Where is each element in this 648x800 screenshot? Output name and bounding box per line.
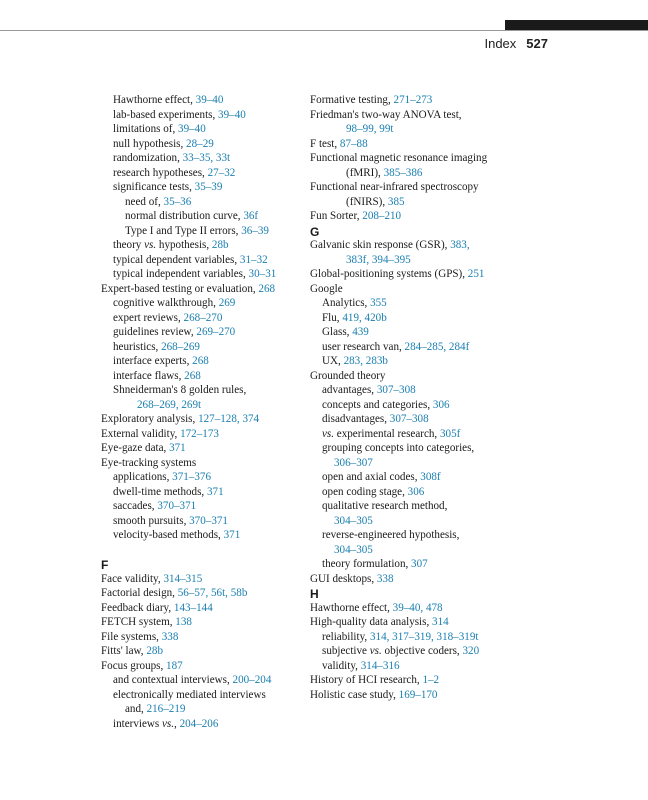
index-entry bbox=[310, 93, 540, 108]
index-entry bbox=[310, 499, 540, 514]
index-entry bbox=[101, 282, 301, 297]
page-reference-link[interactable]: 304–305 bbox=[334, 514, 373, 527]
entry-term: concepts and categories, bbox=[322, 398, 433, 411]
page-reference-link[interactable]: 172–173 bbox=[180, 427, 219, 440]
page-reference-link[interactable]: 308f bbox=[420, 471, 441, 483]
entry-term: typical independent variables, bbox=[113, 268, 249, 280]
index-entry bbox=[101, 456, 301, 471]
page-reference-link[interactable]: 268–269, 269t bbox=[137, 398, 202, 411]
entry-term: subjective vs. objective coders, bbox=[322, 645, 463, 657]
index-entry bbox=[310, 659, 540, 674]
entry-term: Glass, bbox=[322, 326, 353, 338]
running-header bbox=[484, 36, 548, 51]
index-entry bbox=[310, 267, 540, 282]
index-entry bbox=[101, 412, 301, 427]
entry-term: Fitts' law, bbox=[101, 645, 147, 657]
entry-term: significance tests, bbox=[113, 181, 195, 193]
page-reference-link[interactable]: 383, bbox=[450, 239, 470, 251]
page-reference-link[interactable]: 30–31 bbox=[248, 268, 277, 280]
entry-term: Eye-gaze data, bbox=[101, 442, 170, 454]
page-reference-link[interactable]: 314 bbox=[432, 616, 449, 628]
index-entry bbox=[101, 267, 301, 282]
page-reference-link[interactable]: 28b bbox=[211, 239, 229, 251]
spacer bbox=[101, 543, 301, 558]
index-entry bbox=[310, 122, 540, 137]
index-entry bbox=[101, 485, 301, 500]
entry-term: cognitive walkthrough, bbox=[113, 297, 219, 309]
index-entry bbox=[310, 209, 540, 224]
entry-term: validity, bbox=[322, 659, 361, 672]
index-entry bbox=[310, 325, 540, 340]
entry-term: FETCH system, bbox=[101, 616, 176, 628]
index-entry bbox=[101, 514, 301, 529]
page-reference-link[interactable]: 200–204 bbox=[232, 674, 272, 686]
entry-term: Analytics, bbox=[322, 297, 371, 309]
entry-term: High-quality data analysis, bbox=[310, 616, 433, 628]
index-entry bbox=[310, 485, 540, 500]
entry-term: External validity, bbox=[101, 427, 181, 440]
header-rule bbox=[0, 30, 648, 31]
entry-term: null hypothesis, bbox=[113, 137, 187, 150]
page-reference-link[interactable]: 371 bbox=[206, 485, 224, 498]
index-entry bbox=[101, 441, 301, 456]
entry-term: theory formulation, bbox=[322, 558, 412, 570]
entry-term: vs. experimental research, bbox=[322, 427, 440, 440]
entry-term: dwell-time methods, bbox=[113, 485, 207, 498]
entry-term: Face validity, bbox=[101, 572, 164, 585]
page-reference-link[interactable]: 143–144 bbox=[173, 601, 213, 614]
index-entry bbox=[101, 224, 301, 239]
entry-term: (fNIRS), bbox=[346, 195, 388, 208]
index-entry bbox=[101, 615, 301, 630]
entry-term: velocity-based methods, bbox=[113, 529, 224, 541]
entry-term: applications, bbox=[113, 471, 173, 483]
index-entry bbox=[101, 137, 301, 152]
entry-term: reliability, bbox=[322, 630, 370, 643]
index-entry bbox=[101, 195, 301, 210]
entry-term: Friedman's two-way ANOVA test, bbox=[310, 108, 462, 121]
index-entry bbox=[101, 572, 301, 587]
entry-term: qualitative research method, bbox=[322, 500, 448, 512]
page-reference-link[interactable]: 39–40 bbox=[178, 123, 206, 135]
index-entry bbox=[101, 180, 301, 195]
index-entry bbox=[101, 340, 301, 355]
entry-term: reverse-engineered hypothesis, bbox=[322, 529, 460, 541]
index-entry bbox=[310, 412, 540, 427]
entry-term: History of HCI research, bbox=[310, 674, 423, 686]
index-entry bbox=[101, 238, 301, 253]
index-entry bbox=[101, 717, 301, 732]
index-entry bbox=[101, 354, 301, 369]
entry-term: Eye-tracking systems bbox=[101, 456, 197, 469]
section-letter: F bbox=[101, 558, 109, 572]
index-entry bbox=[310, 195, 540, 210]
index-entry bbox=[310, 630, 540, 645]
page-reference-link[interactable]: 371 bbox=[223, 529, 241, 541]
index-entry bbox=[101, 383, 301, 398]
page-reference-link[interactable]: 283, 283b bbox=[343, 355, 388, 367]
section-label: Index bbox=[484, 36, 517, 51]
page-reference-link[interactable]: 304–305 bbox=[334, 543, 373, 556]
index-entry bbox=[101, 311, 301, 326]
entry-term: guidelines review, bbox=[113, 326, 197, 338]
entry-term: and contextual interviews, bbox=[113, 674, 233, 686]
entry-term: Expert-based testing or evaluation, bbox=[101, 282, 259, 295]
index-entry bbox=[101, 166, 301, 181]
entry-term: Grounded theory bbox=[310, 369, 386, 382]
entry-term: disadvantages, bbox=[322, 413, 390, 425]
index-entry bbox=[310, 470, 540, 485]
entry-term: lab-based experiments, bbox=[113, 108, 219, 121]
page-reference-link[interactable]: 268 bbox=[184, 369, 201, 382]
index-entry bbox=[310, 644, 540, 659]
page-reference-link[interactable]: 306 bbox=[407, 485, 425, 498]
entry-term: interviews vs., bbox=[113, 717, 180, 730]
entry-term: open coding stage, bbox=[322, 485, 408, 498]
index-entry bbox=[310, 514, 540, 529]
entry-term: need of, bbox=[125, 195, 164, 208]
index-entry bbox=[310, 615, 540, 630]
entry-term: interface flaws, bbox=[113, 369, 185, 382]
entry-term: expert reviews, bbox=[113, 311, 184, 324]
index-entry bbox=[310, 572, 540, 587]
page-reference-link[interactable]: 268–269 bbox=[161, 340, 200, 353]
index-entry bbox=[101, 673, 301, 688]
page-reference-link[interactable]: 187 bbox=[166, 659, 183, 672]
page-reference-link[interactable]: 208–210 bbox=[362, 210, 402, 222]
index-column-right bbox=[310, 93, 540, 702]
index-entry bbox=[310, 673, 540, 688]
index-entry bbox=[310, 369, 540, 384]
page-reference-link[interactable]: 35–39 bbox=[194, 181, 223, 193]
entry-term: UX, bbox=[322, 355, 344, 367]
entry-term: saccades, bbox=[113, 500, 158, 512]
entry-term: heuristics, bbox=[113, 340, 162, 353]
page-reference-link[interactable]: 314–315 bbox=[163, 572, 203, 585]
page-reference-link[interactable]: 39–40 bbox=[218, 108, 246, 121]
index-entry bbox=[101, 93, 301, 108]
entry-term: smooth pursuits, bbox=[113, 514, 190, 527]
page-reference-link[interactable]: 28b bbox=[146, 645, 163, 657]
page-reference-link[interactable]: 31–32 bbox=[239, 253, 268, 266]
page-reference-link[interactable]: 56–57, 56t, 58b bbox=[177, 587, 248, 599]
index-entry bbox=[101, 209, 301, 224]
page-reference-link[interactable]: 305f bbox=[439, 427, 461, 440]
page-reference-link[interactable]: 268–270 bbox=[183, 311, 223, 324]
page-reference-link[interactable]: 216–219 bbox=[146, 703, 186, 715]
entry-term: research hypotheses, bbox=[113, 166, 208, 179]
index-entry bbox=[310, 528, 540, 543]
page-reference-link[interactable]: 307 bbox=[411, 558, 428, 570]
entry-term: Fun Sorter, bbox=[310, 210, 363, 222]
page-reference-link[interactable]: 35–36 bbox=[163, 195, 192, 208]
index-entry bbox=[310, 557, 540, 572]
index-entry bbox=[310, 340, 540, 355]
index-entry bbox=[101, 586, 301, 601]
entry-term: Shneiderman's 8 golden rules, bbox=[113, 384, 247, 396]
page-reference-link[interactable]: 169–170 bbox=[398, 688, 438, 701]
entry-term: (fMRI), bbox=[346, 166, 384, 179]
index-entry bbox=[101, 108, 301, 123]
index-entry bbox=[101, 151, 301, 166]
page-reference-link[interactable]: 371 bbox=[169, 442, 186, 454]
index-entry bbox=[101, 253, 301, 268]
page-reference-link[interactable]: 385–386 bbox=[383, 166, 423, 179]
page-reference-link[interactable]: 385 bbox=[387, 195, 405, 208]
index-entry bbox=[310, 253, 540, 268]
entry-term: electronically mediated interviews bbox=[113, 688, 266, 701]
entry-term: File systems, bbox=[101, 630, 162, 643]
entry-term: grouping concepts into categories, bbox=[322, 442, 475, 454]
index-entry bbox=[310, 180, 540, 195]
index-entry bbox=[101, 630, 301, 645]
index-entry bbox=[310, 238, 540, 253]
index-entry bbox=[310, 543, 540, 558]
page-reference-link[interactable]: 127–128, 374 bbox=[198, 413, 260, 425]
index-entry bbox=[310, 311, 540, 326]
index-entry bbox=[101, 702, 301, 717]
entry-term: F test, bbox=[310, 137, 340, 150]
page-reference-link[interactable]: 284–285, 284f bbox=[404, 340, 470, 353]
entry-term: limitations of, bbox=[113, 123, 179, 135]
page-reference-link[interactable]: 383f, 394–395 bbox=[346, 253, 411, 266]
index-entry bbox=[310, 137, 540, 152]
entry-term: Feedback diary, bbox=[101, 601, 174, 614]
index-entry bbox=[101, 369, 301, 384]
entry-term: typical dependent variables, bbox=[113, 253, 240, 266]
index-entry bbox=[310, 282, 540, 297]
page-reference-link[interactable]: 371–376 bbox=[172, 471, 211, 483]
index-entry bbox=[310, 441, 540, 456]
entry-term: Focus groups, bbox=[101, 659, 167, 672]
page-reference-link[interactable]: 439 bbox=[352, 326, 369, 338]
index-entry bbox=[101, 296, 301, 311]
index-entry bbox=[101, 470, 301, 485]
entry-term: open and axial codes, bbox=[322, 471, 421, 483]
index-entry bbox=[101, 499, 301, 514]
entry-term: Formative testing, bbox=[310, 94, 394, 106]
page-reference-link[interactable]: 36f bbox=[243, 210, 259, 222]
page-reference-link[interactable]: 1–2 bbox=[422, 674, 440, 686]
entry-term: randomization, bbox=[113, 152, 183, 164]
entry-term: Functional magnetic resonance imaging bbox=[310, 152, 488, 164]
index-entry bbox=[310, 383, 540, 398]
entry-term: Functional near-infrared spectroscopy bbox=[310, 181, 479, 193]
entry-term: GUI desktops, bbox=[310, 572, 377, 585]
index-entry bbox=[101, 688, 301, 703]
entry-term: Global-positioning systems (GPS), bbox=[310, 268, 468, 280]
page-reference-link[interactable]: 36–39 bbox=[241, 224, 269, 237]
entry-term: Factorial design, bbox=[101, 587, 178, 599]
page-reference-link[interactable]: 306 bbox=[432, 398, 450, 411]
page-number: 527 bbox=[526, 36, 548, 51]
page-reference-link[interactable]: 307–308 bbox=[389, 413, 429, 425]
page-reference-link[interactable]: 28–29 bbox=[186, 137, 214, 150]
page-reference-link[interactable]: 268 bbox=[192, 355, 209, 367]
entry-term: Galvanic skin response (GSR), bbox=[310, 239, 451, 251]
page-reference-link[interactable]: 269 bbox=[218, 297, 236, 309]
entry-term: Holistic case study, bbox=[310, 688, 399, 701]
header-bar bbox=[505, 20, 648, 30]
page-reference-link[interactable]: 338 bbox=[161, 630, 179, 643]
index-entry bbox=[310, 601, 540, 616]
index-entry bbox=[101, 528, 301, 543]
index-entry bbox=[101, 427, 301, 442]
entry-term: advantages, bbox=[322, 384, 377, 396]
page-reference-link[interactable]: 314–316 bbox=[360, 659, 400, 672]
page-reference-link[interactable]: 320 bbox=[462, 645, 480, 657]
index-entry bbox=[101, 122, 301, 137]
page-reference-link[interactable]: 39–40 bbox=[195, 94, 224, 106]
page-reference-link[interactable]: 338 bbox=[376, 572, 394, 585]
index-entry bbox=[101, 659, 301, 674]
entry-term: Type I and Type II errors, bbox=[125, 224, 242, 237]
page-reference-link[interactable]: 138 bbox=[175, 616, 192, 628]
page-reference-link[interactable]: 33–35, 33t bbox=[182, 152, 231, 164]
index-entry bbox=[310, 688, 540, 703]
page-reference-link[interactable]: 271–273 bbox=[393, 94, 433, 106]
page-reference-link[interactable]: 307–308 bbox=[376, 384, 416, 396]
index-entry bbox=[310, 354, 540, 369]
page-reference-link[interactable]: 269–270 bbox=[196, 326, 236, 338]
page-reference-link[interactable]: 39–40, 478 bbox=[392, 601, 443, 614]
entry-term: Hawthorne effect, bbox=[310, 601, 393, 614]
entry-term: theory vs. hypothesis, bbox=[113, 239, 212, 251]
entry-term: normal distribution curve, bbox=[125, 210, 244, 222]
page-reference-link[interactable]: 98–99, 99t bbox=[346, 123, 394, 135]
entry-term: and, bbox=[125, 703, 147, 715]
index-entry bbox=[310, 398, 540, 413]
page-reference-link[interactable]: 355 bbox=[370, 297, 387, 309]
index-entry bbox=[101, 398, 301, 413]
index-entry bbox=[310, 427, 540, 442]
section-letter: G bbox=[310, 224, 320, 239]
entry-term: Google bbox=[310, 282, 343, 295]
entry-term: Exploratory analysis, bbox=[101, 413, 199, 425]
page-reference-link[interactable]: 27–32 bbox=[207, 166, 236, 179]
entry-term: interface experts, bbox=[113, 355, 193, 367]
index-entry bbox=[310, 166, 540, 181]
entry-term: Flu, bbox=[322, 311, 343, 324]
page-reference-link[interactable]: 370–371 bbox=[189, 514, 228, 527]
page-reference-link[interactable]: 87–88 bbox=[339, 137, 368, 150]
entry-term: user research van, bbox=[322, 340, 405, 353]
index-entry bbox=[101, 644, 301, 659]
page-reference-link[interactable]: 419, 420b bbox=[342, 311, 387, 324]
section-letter: H bbox=[310, 587, 319, 601]
index-entry bbox=[310, 456, 540, 471]
index-entry bbox=[101, 601, 301, 616]
page-reference-link[interactable]: 204–206 bbox=[179, 717, 219, 730]
index-column-left bbox=[101, 93, 301, 731]
page-reference-link[interactable]: 251 bbox=[467, 268, 485, 280]
page-reference-link[interactable]: 306–307 bbox=[334, 456, 373, 469]
page-reference-link[interactable]: 314, 317–319, 318–319t bbox=[369, 630, 479, 643]
page-reference-link[interactable]: 370–371 bbox=[157, 500, 197, 512]
index-entry bbox=[101, 325, 301, 340]
entry-term: Hawthorne effect, bbox=[113, 94, 196, 106]
page-reference-link[interactable]: 268 bbox=[258, 282, 276, 295]
index-entry bbox=[310, 108, 540, 123]
index-entry bbox=[310, 151, 540, 166]
index-entry bbox=[310, 296, 540, 311]
